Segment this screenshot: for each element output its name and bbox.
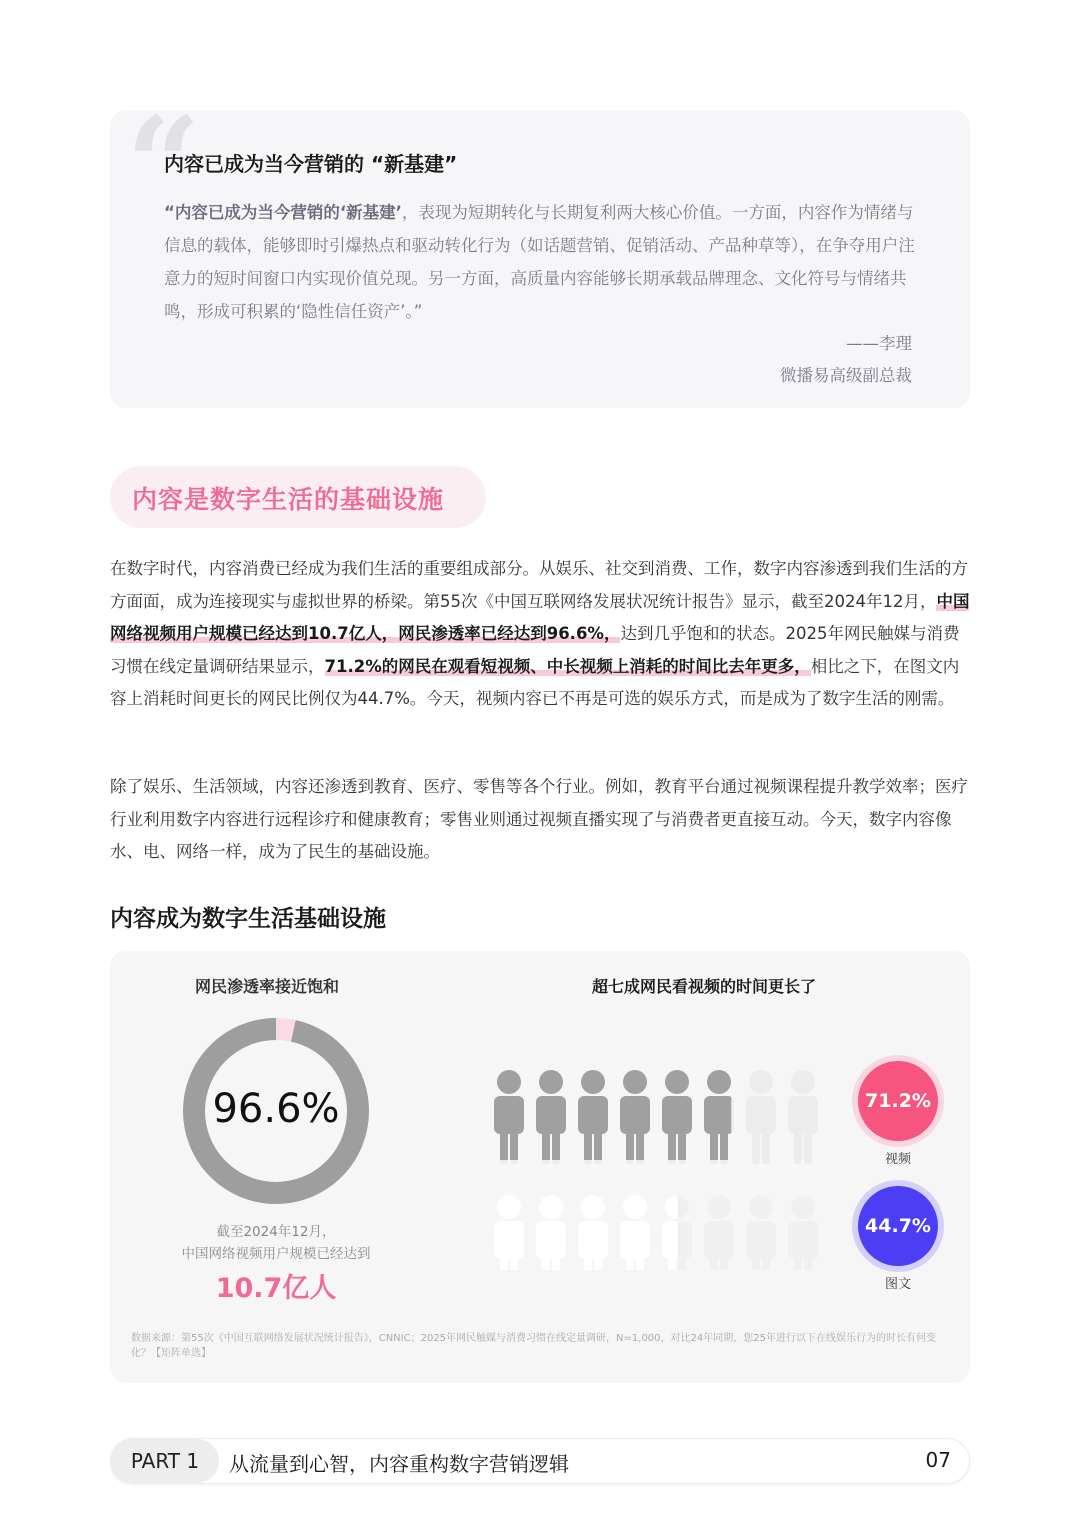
footer-part-label: PART 1 — [111, 1439, 219, 1483]
text-bg-person-icon — [620, 1195, 650, 1270]
video-person-icon — [578, 1070, 608, 1164]
video-users-number: 10.7亿人 — [215, 1273, 337, 1304]
highlight-video-time: 71.2%的网民在观看短视频、中长视频上消耗的时间比去年更多， — [324, 656, 811, 676]
video-percentage-badge: 71.2% — [858, 1061, 938, 1141]
people-pictogram — [480, 1060, 830, 1270]
section-title-pill — [110, 466, 486, 528]
page-number: 07 — [925, 1448, 951, 1472]
quote-title: 内容已成为当今营销的 “新基建” — [164, 152, 458, 176]
paragraph-1-text-a: 在数字时代，内容消费已经成为我们生活的重要组成部分。从娱乐、社交到消费、工作，数字内容渗透到我们生活的方方面面，成为连接现实与虚拟世界的桥梁。第55次《中国互联网络发展状况统计报告》显示，截至2024年12月， — [110, 559, 968, 611]
quote-role: 微播易高级副总裁 — [780, 366, 912, 385]
footer-chapter-title: 从流量到心智，内容重构数字营销逻辑 — [229, 1452, 569, 1476]
paragraph-1 — [110, 553, 972, 716]
quote-text: ，表现为短期转化与长期复利两大核心价值。一方面，内容作为情绪与信息的载体，能够即时引爆热点和驱动转化行为（如话题营销、促销活动、产品种草等），在争夺用户注意力的短时间窗口内实现价值兑现。另一方面，高质量内容能够长期承载品牌理念、文化符号与情绪共鸣，形成可积累的‘隐性信任资产’。” — [164, 203, 915, 321]
data-source-note: 数据来源：第55次《中国互联网络发展状况统计报告》，CNNIC；2025年网民触媒与消费习惯在线定量调研，N=1,000，对比24年同期，您25年进行以下在线娱乐行为的时长有何变化？【矩阵单选】 — [131, 1333, 936, 1359]
video-person-icon — [662, 1070, 692, 1164]
quote-lead: “内容已成为当今营销的‘新基建’ — [164, 203, 402, 222]
paragraph-2: 除了娱乐、生活领域，内容还渗透到教育、医疗、零售等各个行业。例如，教育平台通过视频课程提升教学效率；医疗行业利用数字内容进行远程诊疗和健康教育；零售业则通过视频直播实现了与消费者更直接互动。今天，数字内容像水、电、网络一样，成为了民生的基础设施。 — [110, 777, 968, 862]
paragraph-1-text-c: 相比之下，在图文内容上消耗时间更长的网民比例仅为44.7%。今天，视频内容已不再是可选的娱乐方式，而是成为了数字生活的刚需。 — [110, 656, 960, 709]
donut-value: 96.6% — [212, 1086, 340, 1132]
infographic-heading: 内容成为数字生活基础设施 — [110, 906, 386, 932]
video-person-icon — [494, 1070, 524, 1164]
text-person-icon — [704, 1195, 734, 1270]
page-footer — [110, 1438, 970, 1484]
video-label: 视频 — [884, 1152, 911, 1167]
video-bg-person-icon — [788, 1070, 818, 1164]
quote-author: ——李理 — [846, 334, 912, 353]
video-person-icon — [620, 1070, 650, 1164]
penetration-title: 网民渗透率接近饱和 — [195, 977, 340, 996]
video-person-icon — [704, 1070, 734, 1164]
text-percentage-badge: 44.7% — [858, 1186, 938, 1266]
video-bg-person-icon — [746, 1070, 776, 1164]
text-label: 图文 — [884, 1277, 911, 1292]
section-title: 内容是数字生活的基础设施 — [132, 485, 445, 514]
video-time-title: 超七成网民看视频的时间更长了 — [592, 977, 817, 996]
quote-body — [164, 196, 924, 328]
paragraph-1-text-b: 达到几乎饱和的状态。2025年网民触媒与消费习惯在线定量调研结果显示， — [110, 624, 960, 676]
text-bg-person-icon — [494, 1195, 524, 1270]
text-bg-person-icon — [536, 1195, 566, 1270]
highlight-video-users: 中国网络视频用户规模已经达到10.7亿人，网民渗透率已经达到96.6%， — [110, 591, 970, 644]
text-person-icon — [788, 1195, 818, 1270]
quote-mark-icon: “ — [126, 88, 201, 241]
text-person-icon — [746, 1195, 776, 1270]
text-bg-person-icon — [578, 1195, 608, 1270]
caption-line-1: 截至2024年12月， — [216, 1224, 336, 1240]
video-person-icon — [536, 1070, 566, 1164]
caption-line-2: 中国网络视频用户规模已经达到 — [181, 1246, 371, 1262]
